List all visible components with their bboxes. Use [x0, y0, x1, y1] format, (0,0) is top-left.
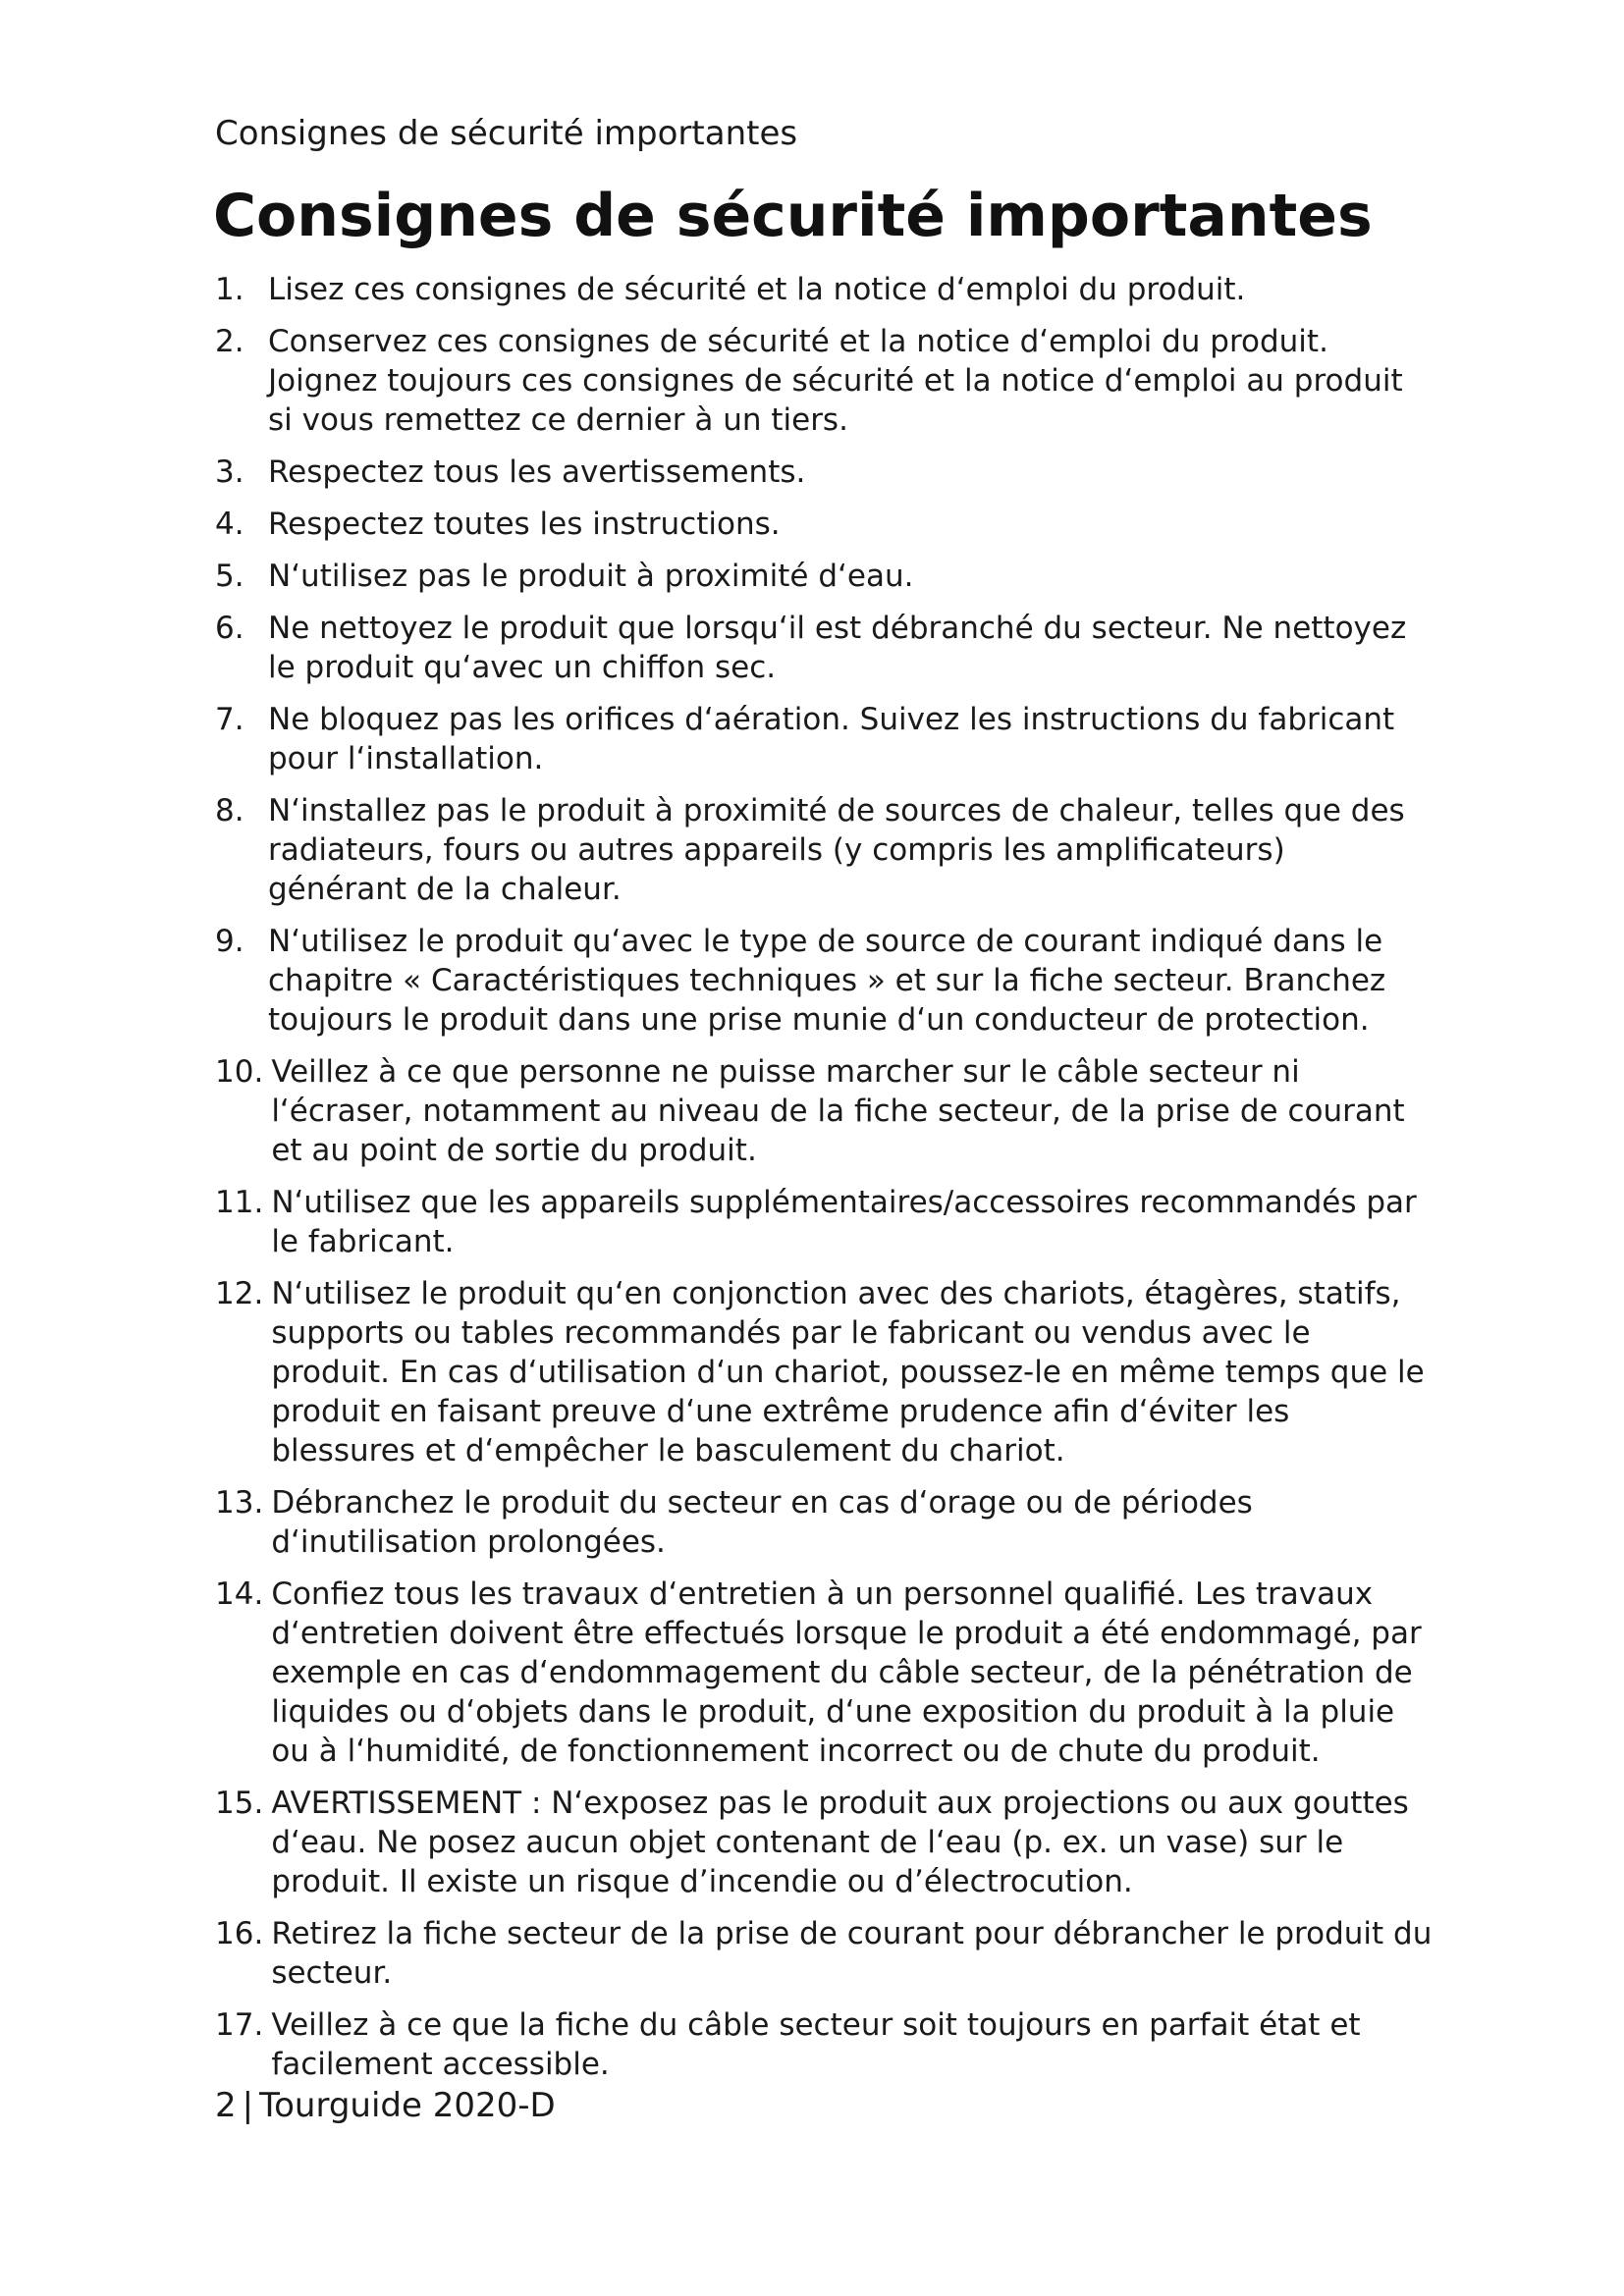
instruction-number: 5.	[215, 559, 244, 594]
instruction-item	[215, 700, 1433, 778]
instruction-text: N‘utilisez le produit qu‘en conjonction avec des chariots, étagères, statifs, supports ou tables recommandés par le fabricant ou vendus avec le produit. En cas d‘utilisation d‘un chariot, poussez-le en même temps que le produit en faisant preuve d‘une extrême prudence afin d‘éviter les blessures et d‘empêcher le basculement du chariot.	[271, 1276, 1425, 1468]
instruction-text: AVERTISSEMENT : N‘exposez pas le produit aux projections ou aux gouttes d‘eau. Ne posez aucun objet contenant de l‘eau (p. ex. un vase) sur le produit. Il existe un risque d’incendie ou d’électrocution.	[271, 1786, 1409, 1899]
instruction-text: Respectez toutes les instructions.	[268, 507, 781, 542]
instruction-item	[215, 1914, 1433, 1993]
instruction-number: 14.	[215, 1576, 264, 1612]
instruction-text: Lisez ces consignes de sécurité et la notice d‘emploi du produit.	[268, 272, 1246, 307]
instruction-item	[215, 270, 1433, 309]
instruction-text: Ne bloquez pas les orifices d‘aération. Suivez les instructions du fabricant pour l‘installation.	[268, 702, 1395, 776]
instruction-text: Conservez ces consignes de sécurité et la notice d‘emploi du produit. Joignez toujours ces consignes de sécurité et la notice d‘emploi au produit si vous remettez ce dernier à un tiers.	[268, 324, 1403, 438]
instruction-number: 12.	[215, 1276, 264, 1311]
instruction-number: 4.	[215, 507, 244, 542]
instruction-text: Retirez la fiche secteur de la prise de courant pour débrancher le produit du secteur.	[271, 1916, 1433, 1991]
instruction-text: N‘installez pas le produit à proximité de sources de chaleur, telles que des radiateurs, fours ou autres appareils (y compris les amplificateurs) générant de la chaleur.	[268, 793, 1405, 907]
instruction-number: 13.	[215, 1485, 264, 1521]
page-title: Consignes de sécurité importantes	[213, 182, 1373, 250]
running-header: Consignes de sécurité importantes	[215, 114, 798, 153]
instruction-text: Veillez à ce que la fiche du câble secteur soit toujours en parfait état et facilement accessible.	[271, 2007, 1361, 2082]
instruction-item	[215, 2005, 1433, 2084]
footer-separator: |	[242, 2086, 254, 2125]
instruction-item	[215, 557, 1433, 596]
product-name: Tourguide 2020-D	[259, 2086, 556, 2125]
instruction-number: 11.	[215, 1185, 264, 1220]
instruction-text: Ne nettoyez le produit que lorsqu‘il est débranché du secteur. Ne nettoyez le produit qu‘avec un chiffon sec.	[268, 611, 1407, 685]
page-number: 2	[215, 2086, 237, 2125]
instruction-number: 10.	[215, 1054, 264, 1090]
instruction-number: 16.	[215, 1916, 264, 1951]
safety-instructions-list	[215, 270, 1433, 2097]
instruction-item	[215, 1274, 1433, 1470]
instruction-number: 1.	[215, 272, 244, 307]
instruction-text: N‘utilisez pas le produit à proximité d‘eau.	[268, 559, 914, 594]
instruction-item	[215, 791, 1433, 909]
instruction-item	[215, 609, 1433, 687]
instruction-number: 8.	[215, 793, 244, 828]
instruction-number: 2.	[215, 324, 244, 359]
instruction-number: 15.	[215, 1786, 264, 1821]
instruction-text: Respectez tous les avertissements.	[268, 454, 806, 490]
instruction-number: 9.	[215, 924, 244, 959]
instruction-text: Confiez tous les travaux d‘entretien à un personnel qualifié. Les travaux d‘entretien doivent être effectués lorsque le produit a été endommagé, par exemple en cas d‘endommagement du câble secteur, de la pénétration de liquides ou d‘objets dans le produit, d‘une exposition du produit à la pluie ou à l‘humidité, de fonctionnement incorrect ou de chute du produit.	[271, 1576, 1422, 1769]
instruction-item	[215, 1784, 1433, 1901]
instruction-number: 6.	[215, 611, 244, 646]
instruction-item	[215, 1052, 1433, 1170]
instruction-item	[215, 453, 1433, 492]
instruction-text: N‘utilisez le produit qu‘avec le type de source de courant indiqué dans le chapitre « Caractéristiques techniques » et sur la fiche secteur. Branchez toujours le produit dans une prise munie d‘un conducteur de protection.	[268, 924, 1386, 1038]
instruction-item	[215, 505, 1433, 544]
instruction-item	[215, 1483, 1433, 1562]
instruction-number: 3.	[215, 454, 244, 490]
instruction-text: Débranchez le produit du secteur en cas d‘orage ou de périodes d‘inutilisation prolongées.	[271, 1485, 1253, 1560]
instruction-item	[215, 1183, 1433, 1261]
instruction-text: N‘utilisez que les appareils supplémentaires/accessoires recommandés par le fabricant.	[271, 1185, 1417, 1259]
instruction-item	[215, 322, 1433, 440]
instruction-item	[215, 1575, 1433, 1771]
instruction-text: Veillez à ce que personne ne puisse marcher sur le câble secteur ni l‘écraser, notamment au niveau de la fiche secteur, de la prise de courant et au point de sortie du produit.	[271, 1054, 1405, 1168]
instruction-number: 7.	[215, 702, 244, 737]
instruction-number: 17.	[215, 2007, 264, 2043]
page-footer	[215, 2084, 556, 2127]
instruction-item	[215, 922, 1433, 1040]
